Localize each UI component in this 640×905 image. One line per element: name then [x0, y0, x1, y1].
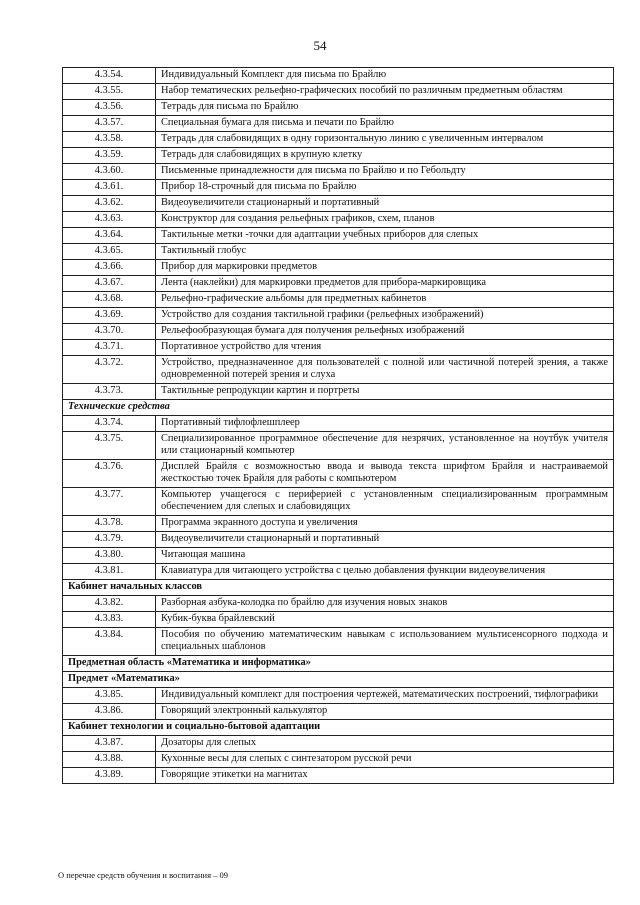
item-description: Видеоувеличители стационарный и портативный — [156, 196, 614, 212]
item-description: Тетрадь для слабовидящих в крупную клетку — [156, 148, 614, 164]
section-heading: Предметная область «Математика и информатика» — [63, 656, 614, 672]
item-code: 4.3.62. — [63, 196, 156, 212]
item-code: 4.3.72. — [63, 356, 156, 384]
table-row — [63, 612, 614, 628]
table-row — [63, 292, 614, 308]
item-description: Видеоувеличители стационарный и портативный — [156, 532, 614, 548]
table-row — [63, 276, 614, 292]
table-row — [63, 340, 614, 356]
section-heading: Кабинет начальных классов — [63, 580, 614, 596]
section-row — [63, 720, 614, 736]
item-description: Индивидуальный комплект для построения чертежей, математических построений, тифлографики — [156, 688, 614, 704]
table-row — [63, 244, 614, 260]
table-row — [63, 164, 614, 180]
item-description: Портативное устройство для чтения — [156, 340, 614, 356]
item-description: Дозаторы для слепых — [156, 736, 614, 752]
table-row — [63, 356, 614, 384]
table-row — [63, 768, 614, 784]
table-row — [63, 324, 614, 340]
section-row — [63, 580, 614, 596]
item-description: Устройство для создания тактильной графики (рельефных изображений) — [156, 308, 614, 324]
item-code: 4.3.73. — [63, 384, 156, 400]
item-code: 4.3.82. — [63, 596, 156, 612]
item-code: 4.3.79. — [63, 532, 156, 548]
table-row — [63, 736, 614, 752]
item-description: Специализированное программное обеспечение для незрячих, установленное на ноутбук учителя или стационарный компьютер — [156, 432, 614, 460]
item-code: 4.3.81. — [63, 564, 156, 580]
item-description: Говорящий электронный калькулятор — [156, 704, 614, 720]
item-description: Прибор 18-строчный для письма по Брайлю — [156, 180, 614, 196]
table-row — [63, 116, 614, 132]
item-description: Письменные принадлежности для письма по Брайлю и по Гебольдту — [156, 164, 614, 180]
item-code: 4.3.54. — [63, 68, 156, 84]
footer-note: О перечне средств обучения и воспитания – 09 — [58, 870, 228, 880]
section-row — [63, 656, 614, 672]
table-row — [63, 212, 614, 228]
page-number: 54 — [313, 38, 327, 53]
item-description: Читающая машина — [156, 548, 614, 564]
item-description: Кубик-буква брайлевский — [156, 612, 614, 628]
item-description: Говорящие этикетки на магнитах — [156, 768, 614, 784]
item-description: Разборная азбука-колодка по брайлю для изучения новых знаков — [156, 596, 614, 612]
section-heading: Технические средства — [63, 400, 614, 416]
item-code: 4.3.78. — [63, 516, 156, 532]
item-code: 4.3.68. — [63, 292, 156, 308]
table-row — [63, 308, 614, 324]
table-row — [63, 516, 614, 532]
table-row — [63, 688, 614, 704]
item-code: 4.3.55. — [63, 84, 156, 100]
table-row — [63, 488, 614, 516]
item-code: 4.3.71. — [63, 340, 156, 356]
item-description: Пособия по обучению математическим навыкам с использованием мультисенсорного подхода и специальных шаблонов — [156, 628, 614, 656]
item-code: 4.3.89. — [63, 768, 156, 784]
table-row — [63, 132, 614, 148]
section-row — [63, 400, 614, 416]
item-code: 4.3.61. — [63, 180, 156, 196]
item-code: 4.3.58. — [63, 132, 156, 148]
table-row — [63, 564, 614, 580]
item-code: 4.3.65. — [63, 244, 156, 260]
table-row — [63, 180, 614, 196]
item-description: Рельефно-графические альбомы для предметных кабинетов — [156, 292, 614, 308]
item-code: 4.3.80. — [63, 548, 156, 564]
item-code: 4.3.85. — [63, 688, 156, 704]
table-row — [63, 84, 614, 100]
item-description: Клавиатура для читающего устройства с целью добавления функции видеоувеличения — [156, 564, 614, 580]
table-row — [63, 548, 614, 564]
item-description: Компьютер учащегося с периферией с установленным специализированным программным обеспечением для слепых и слабовидящих — [156, 488, 614, 516]
item-description: Конструктор для создания рельефных графиков, схем, планов — [156, 212, 614, 228]
table-row — [63, 196, 614, 212]
item-description: Рельефообразующая бумага для получения рельефных изображений — [156, 324, 614, 340]
table-row — [63, 532, 614, 548]
table-row — [63, 596, 614, 612]
table-row — [63, 100, 614, 116]
item-description: Набор тематических рельефно-графических пособий по различным предметным областям — [156, 84, 614, 100]
item-code: 4.3.56. — [63, 100, 156, 116]
item-code: 4.3.70. — [63, 324, 156, 340]
item-description: Тетрадь для слабовидящих в одну горизонтальную линию с увеличенным интервалом — [156, 132, 614, 148]
item-description: Тактильные репродукции картин и портреты — [156, 384, 614, 400]
item-description: Устройство, предназначенное для пользователей с полной или частичной потерей зрения, а также одновременной потерей зрения и слуха — [156, 356, 614, 384]
item-description: Кухонные весы для слепых с синтезатором русской речи — [156, 752, 614, 768]
section-heading: Предмет «Математика» — [63, 672, 614, 688]
table-row — [63, 704, 614, 720]
table-row — [63, 148, 614, 164]
item-description: Дисплей Брайля с возможностью ввода и вывода текста шрифтом Брайля и настраиваемой жесткостью точек Брайля для работы с компьютером — [156, 460, 614, 488]
item-code: 4.3.76. — [63, 460, 156, 488]
item-code: 4.3.60. — [63, 164, 156, 180]
item-code: 4.3.69. — [63, 308, 156, 324]
item-description: Портативный тифлофлешплеер — [156, 416, 614, 432]
table-row — [63, 228, 614, 244]
item-description: Индивидуальный Комплект для письма по Брайлю — [156, 68, 614, 84]
item-code: 4.3.87. — [63, 736, 156, 752]
item-description: Тактильный глобус — [156, 244, 614, 260]
table-row — [63, 752, 614, 768]
table-row — [63, 416, 614, 432]
section-heading: Кабинет технологии и социально-бытовой адаптации — [63, 720, 614, 736]
item-code: 4.3.74. — [63, 416, 156, 432]
table-row — [63, 260, 614, 276]
table-row — [63, 68, 614, 84]
table-row — [63, 384, 614, 400]
item-code: 4.3.86. — [63, 704, 156, 720]
item-code: 4.3.88. — [63, 752, 156, 768]
item-code: 4.3.83. — [63, 612, 156, 628]
item-code: 4.3.77. — [63, 488, 156, 516]
item-code: 4.3.59. — [63, 148, 156, 164]
table-row — [63, 432, 614, 460]
item-code: 4.3.63. — [63, 212, 156, 228]
table-row — [63, 628, 614, 656]
equipment-table — [62, 67, 614, 784]
item-description: Специальная бумага для письма и печати по Брайлю — [156, 116, 614, 132]
item-description: Программа экранного доступа и увеличения — [156, 516, 614, 532]
item-code: 4.3.84. — [63, 628, 156, 656]
item-code: 4.3.66. — [63, 260, 156, 276]
table-row — [63, 460, 614, 488]
item-code: 4.3.67. — [63, 276, 156, 292]
item-code: 4.3.57. — [63, 116, 156, 132]
item-code: 4.3.75. — [63, 432, 156, 460]
equipment-table-body — [63, 68, 614, 784]
item-description: Прибор для маркировки предметов — [156, 260, 614, 276]
item-description: Тактильные метки -точки для адаптации учебных приборов для слепых — [156, 228, 614, 244]
item-description: Тетрадь для письма по Брайлю — [156, 100, 614, 116]
item-code: 4.3.64. — [63, 228, 156, 244]
item-description: Лента (наклейки) для маркировки предметов для прибора-маркировщика — [156, 276, 614, 292]
section-row — [63, 672, 614, 688]
